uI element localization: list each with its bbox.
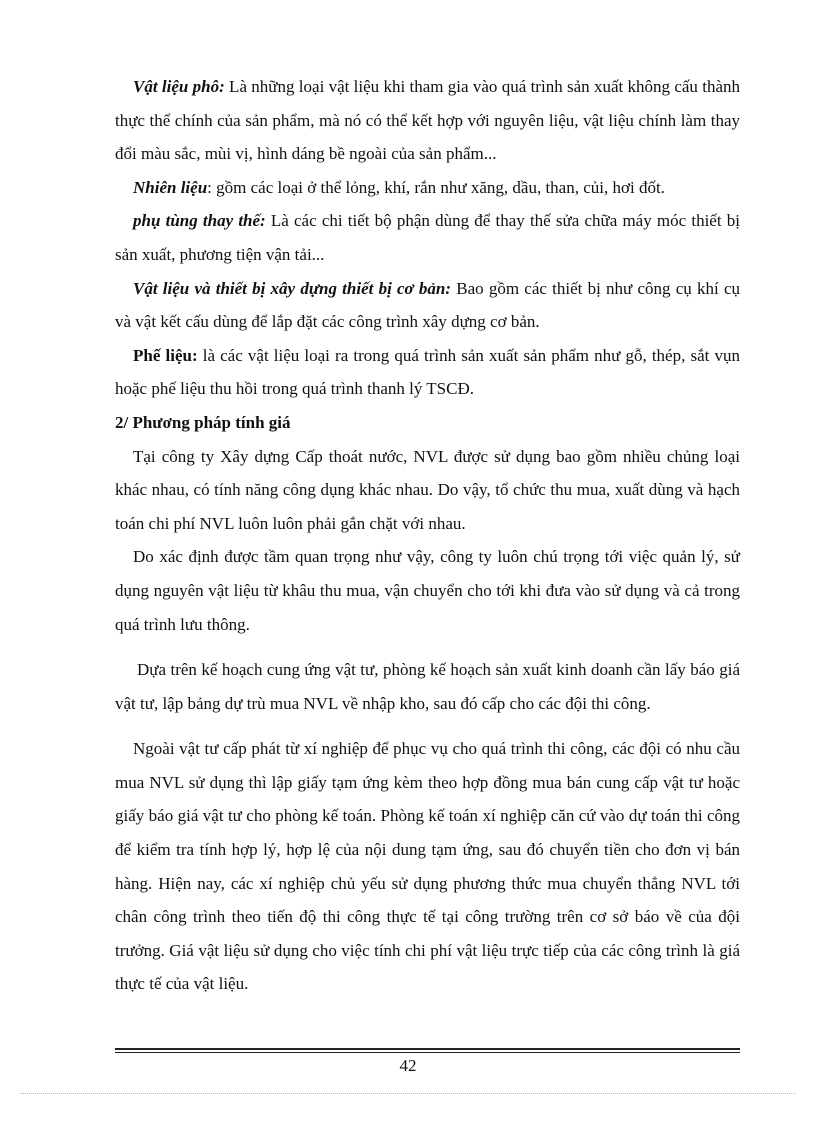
term-fuel: Nhiên liệu: [133, 177, 208, 197]
paragraph-fuel: [115, 171, 740, 205]
page-number: 42: [399, 1056, 417, 1075]
definition-construction-equipment: Bao gồm các thiết bị như công cụ khí cụ và vật kết cấu dùng để lắp đặt các công trình xây dựng cơ bản.: [115, 278, 740, 332]
definition-spare-parts: Là các chi tiết bộ phận dùng để thay thế sửa chữa máy móc thiết bị sản xuất, phương tiện vận tải...: [115, 211, 740, 264]
footer-rule-thin: [115, 1052, 740, 1053]
page-bottom-divider: [20, 1093, 796, 1094]
section-heading: 2/ Phương pháp tính giá: [115, 412, 291, 432]
definition-auxiliary-materials: Là những loại vật liệu khi tham gia vào quá trình sản xuất không cấu thành thực thể chính của sản phẩm, mà nó có thể kết hợp với nguyên liệu, vật liệu chính làm thay đổi màu sắc, mùi vị, hình dáng bề ngoài của sản phẩm...: [115, 77, 741, 164]
paragraph-procurement: Ngoài vật tư cấp phát từ xí nghiệp để phục vụ cho quá trình thi công, các đội có nhu cầu mua NVL sử dụng thì lập giấy tạm ứng kèm theo hợp đồng mua bán cung cấp vật tư hoặc giấy báo giá vật tư cho phòng kế toán. Phòng kế toán xí nghiệp căn cứ vào dự toán thi công để kiểm tra tính hợp lý, hợp lệ của nội dung tạm ứng, sau đó chuyển tiền cho đơn vị bán hàng. Hiện nay, các xí nghiệp chủ yếu sử dụng phương thức mua chuyển thẳng NVL tới chân công trình theo tiến độ thi công thực tế tại công trường trên cơ sở báo về của đội trưởng. Giá vật liệu sử dụng cho việc tính chi phí vật liệu trực tiếp của các công trình là giá thực tế của vật liệu.: [115, 739, 740, 994]
footer-rule-thick: [115, 1048, 740, 1050]
paragraph-importance: Do xác định được tầm quan trọng như vậy, công ty luôn chú trọng tới việc quản lý, sử dụng nguyên vật liệu từ khâu thu mua, vận chuyển cho tới khi đưa vào sử dụng và cả trong quá trình lưu thông.: [115, 547, 740, 634]
paragraph-spare-parts: [115, 204, 740, 271]
definition-scrap: là các vật liệu loại ra trong quá trình sản xuất sản phẩm như gỗ, thép, sắt vụn hoặc phế liệu thu hồi trong quá trình thanh lý TSCĐ.: [115, 345, 740, 399]
term-spare-parts: phụ tùng thay thế:: [133, 211, 266, 231]
paragraph-construction-equipment: [115, 272, 740, 339]
paragraph-company-materials: Tại công ty Xây dựng Cấp thoát nước, NVL được sử dụng bao gồm nhiều chủng loại khác nhau, có tính năng công dụng khác nhau. Do vậy, tổ chức thu mua, xuất dùng và hạch toán chi phí NVL luôn luôn phải gắn chặt với nhau.: [115, 446, 740, 533]
paragraph-scrap: [115, 339, 740, 406]
page-body: [115, 70, 740, 1001]
term-auxiliary-materials: Vật liệu phô:: [133, 77, 225, 96]
term-construction-equipment: Vật liệu và thiết bị xây dựng thiết bị cơ bản:: [133, 278, 452, 298]
paragraph-auxiliary-materials: [115, 70, 740, 171]
paragraph-supply-plan: Dựa trên kế hoạch cung ứng vật tư, phòng kế hoạch sản xuất kinh doanh cần lấy báo giá vật tư, lập bảng dự trù mua NVL về nhập kho, sau đó cấp cho các đội thi công.: [115, 660, 740, 713]
definition-fuel: : gồm các loại ở thể lỏng, khí, rắn như xăng, dầu, than, củi, hơi đốt.: [207, 177, 665, 197]
term-scrap: Phế liệu:: [133, 345, 198, 365]
